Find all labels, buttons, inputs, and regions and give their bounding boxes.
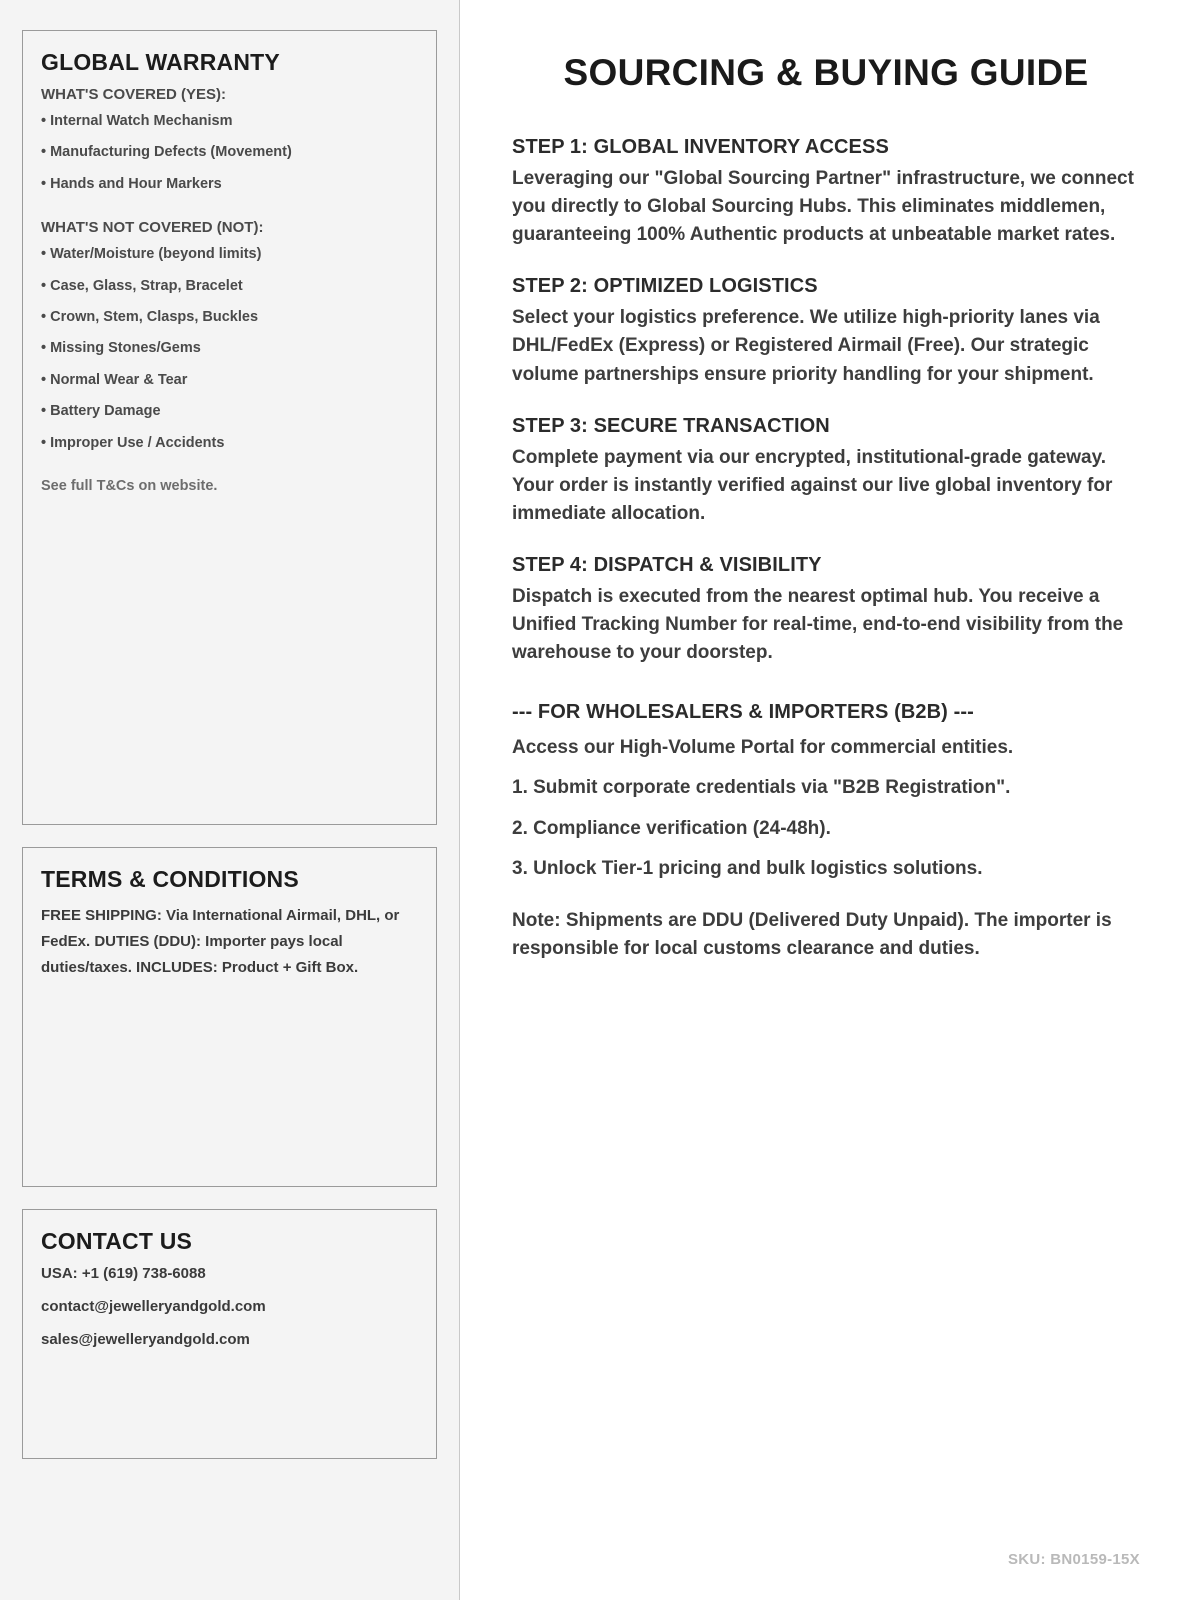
step-1-body: Leveraging our "Global Sourcing Partner" infrastructure, we connect you directly to Global Sourcing Hubs. This eliminates middlemen, guaranteeing 100% Authentic products at unbeatable market rates. — [512, 168, 1134, 246]
warranty-not-covered-item: • Case, Glass, Strap, Bracelet — [41, 277, 243, 294]
b2b-step-1: 1. Submit corporate credentials via "B2B Registration". — [512, 777, 1011, 799]
contact-phone[interactable]: USA: +1 (619) 738-6088 — [41, 1265, 206, 1282]
warranty-footnote: See full T&Cs on website. — [41, 477, 218, 494]
warranty-not-covered-item: • Crown, Stem, Clasps, Buckles — [41, 308, 259, 325]
guide-content — [460, 0, 1200, 1600]
sku-label: SKU: BN0159-15X — [1007, 1551, 1140, 1568]
step-4-heading: STEP 4: DISPATCH & VISIBILITY — [512, 553, 822, 576]
b2b-heading: --- FOR WHOLESALERS & IMPORTERS (B2B) --- — [512, 701, 974, 724]
warranty-not-covered-item: • Battery Damage — [41, 403, 161, 420]
step-1-heading: STEP 1: GLOBAL INVENTORY ACCESS — [512, 136, 889, 158]
contact-email-sales[interactable]: sales@jewelleryandgold.com — [41, 1331, 250, 1348]
warranty-covered-item: • Hands and Hour Markers — [41, 175, 222, 192]
step-2-heading: STEP 2: OPTIMIZED LOGISTICS — [512, 275, 818, 298]
step-2 — [512, 275, 1140, 388]
warranty-panel — [22, 30, 437, 825]
terms-body: FREE SHIPPING: Via International Airmail, DHL, or FedEx. DUTIES (DDU): Importer pays local duties/taxes. INCLUDES: Product + Gift Box. — [41, 907, 400, 976]
contact-title: CONTACT US — [41, 1228, 193, 1254]
warranty-not-covered-item: • Water/Moisture (beyond limits) — [41, 246, 262, 263]
warranty-not-covered-heading: WHAT'S NOT COVERED (NOT): — [41, 219, 264, 237]
b2b-step-2: 2. Compliance verification (24-48h). — [512, 817, 831, 839]
warranty-covered-item: • Manufacturing Defects (Movement) — [41, 144, 292, 161]
step-4 — [512, 554, 1140, 667]
step-3-body: Complete payment via our encrypted, institutional-grade gateway. Your order is instantly verified against our live global inventory for immediate allocation. — [512, 446, 1113, 524]
step-3 — [512, 415, 1140, 528]
terms-title: TERMS & CONDITIONS — [41, 866, 299, 892]
warranty-not-covered-item: • Improper Use / Accidents — [41, 434, 225, 451]
warranty-not-covered-item: • Normal Wear & Tear — [41, 371, 188, 388]
warranty-covered-item: • Internal Watch Mechanism — [41, 113, 233, 129]
b2b-intro: Access our High-Volume Portal for commercial entities. — [512, 737, 1014, 759]
left-sidebar — [0, 0, 460, 1600]
b2b-step-3: 3. Unlock Tier-1 pricing and bulk logistics solutions. — [512, 857, 983, 879]
b2b-note: Note: Shipments are DDU (Delivered Duty Unpaid). The importer is responsible for local customs clearance and duties. — [512, 909, 1112, 959]
contact-panel — [22, 1209, 437, 1459]
step-4-body: Dispatch is executed from the nearest optimal hub. You receive a Unified Tracking Number for real-time, end-to-end visibility from the warehouse to your doorstep. — [512, 585, 1124, 664]
warranty-title: GLOBAL WARRANTY — [41, 49, 280, 75]
warranty-not-covered-item: • Missing Stones/Gems — [41, 340, 201, 357]
contact-email-primary[interactable]: contact@jewelleryandgold.com — [41, 1298, 266, 1315]
step-1 — [512, 136, 1140, 249]
warranty-covered-heading: WHAT'S COVERED (YES): — [41, 86, 226, 103]
step-3-heading: STEP 3: SECURE TRANSACTION — [512, 414, 830, 437]
page-title: SOURCING & BUYING GUIDE — [563, 52, 1089, 93]
step-2-body: Select your logistics preference. We utilize high-priority lanes via DHL/FedEx (Express) or Registered Airmail (Free). Our strategic volume partnerships ensure priority handling for your shipment. — [512, 307, 1100, 385]
terms-panel — [22, 847, 437, 1187]
